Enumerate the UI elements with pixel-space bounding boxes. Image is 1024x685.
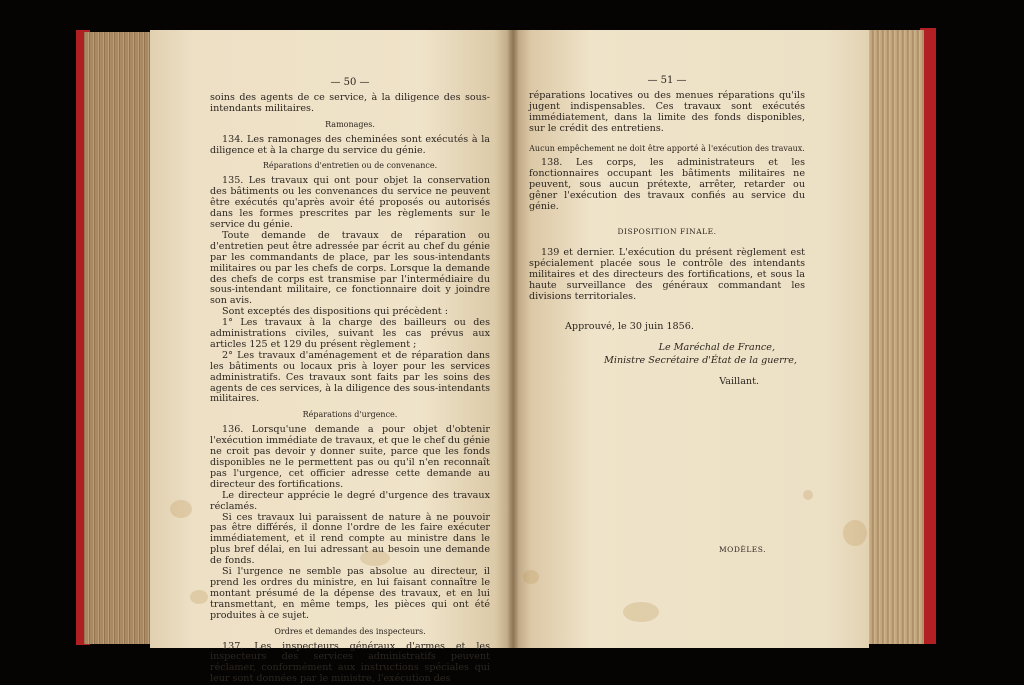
page-number: — 51 — xyxy=(529,76,805,87)
section-heading: Ramonages. xyxy=(210,120,490,131)
paragraph: Si l'urgence ne semble pas absolue au directeur, il prend les ordres du ministre, en lui faisant connaître le montant présumé de la dépense des travaux, et en lui transmettant, en même temps, les pièces qui ont été produites à ce sujet. xyxy=(210,567,490,622)
paragraph: Si ces travaux lui paraissent de nature à ne pouvoir pas être différés, il donne l'ordre de les faire exécuter immédiatement, et il rend compte au ministre dans le plus bref délai, en lui adressant au besoin une demande de fonds. xyxy=(210,513,490,568)
right-page xyxy=(513,30,869,648)
paragraph: 139 et dernier. L'exécution du présent règlement est spécialement placée sous le contrôle des intendants militaires et des directeurs des fortifications, et sous la haute surveillance des généraux commandant les divisions territoriales. xyxy=(529,248,805,303)
section-heading: Réparations d'urgence. xyxy=(210,410,490,421)
section-heading: DISPOSITION FINALE. xyxy=(529,227,805,238)
paragraph: soins des agents de ce service, à la diligence des sous-intendants militaires. xyxy=(210,93,490,115)
section-heading: Aucun empêchement ne doit être apporté à l'exécution des travaux. xyxy=(529,144,805,155)
page-edges-left xyxy=(84,32,154,644)
foxing-stain xyxy=(523,570,539,584)
paragraph: réparations locatives ou des menues réparations qu'ils jugent indispensables. Ces travaux sont exécutés immédiatement, dans la limite des fonds disponibles, sur le crédit des entretiens. xyxy=(529,91,805,135)
paragraph: 137. Les inspecteurs généraux d'armes et les inspecteurs des services administratifs peuvent réclamer, conformément aux instructions spéciales qui leur sont données par le ministre, l'exécution des xyxy=(210,642,490,685)
right-text-column xyxy=(529,76,805,388)
section-heading: Ordres et demandes des inspecteurs. xyxy=(210,627,490,638)
minister-title: Ministre Secrétaire d'État de la guerre, xyxy=(529,356,805,367)
paragraph: Toute demande de travaux de réparation ou d'entretien peut être adressée par écrit au chef du génie par les commandants de place, par les sous-intendants militaires ou par les chefs de corps. Lorsque la demande des chefs de corps est transmise par l'intermédiaire du sous-intendant militaire, ce fonctionnaire doit y joindre son avis. xyxy=(210,231,490,307)
page-footer: MODÈLES. xyxy=(719,545,766,554)
paragraph: Sont exceptés des dispositions qui précèdent : xyxy=(210,307,490,318)
approval-line: Approuvé, le 30 juin 1856. xyxy=(529,322,805,333)
marshal-title: Le Maréchal de France, xyxy=(529,343,805,354)
section-heading: Réparations d'entretien ou de convenance. xyxy=(210,161,490,172)
paragraph: 1° Les travaux à la charge des bailleurs ou des administrations civiles, suivant les cas prévus aux articles 125 et 129 du présent règlement ; xyxy=(210,318,490,351)
foxing-stain xyxy=(190,590,208,604)
paragraph: 135. Les travaux qui ont pour objet la conservation des bâtiments ou les convenances du service ne peuvent être exécutés qu'après avoir été proposés ou autorisés dans les formes prescrites par les règlements sur le service du génie. xyxy=(210,176,490,231)
foxing-stain xyxy=(170,500,192,518)
paragraph: 136. Lorsqu'une demande a pour objet d'obtenir l'exécution immédiate de travaux, et que le chef du génie ne croit pas devoir y donner suite, parce que les fonds disponibles ne le permettent pas ou qu'il n'en reconnaît pas l'urgence, cet officier adresse cette demande au directeur des fortifications. xyxy=(210,425,490,490)
page-number: — 50 — xyxy=(210,78,490,89)
left-page xyxy=(150,30,513,648)
signature-name: Vaillant. xyxy=(529,377,805,388)
paragraph: 2° Les travaux d'aménagement et de réparation dans les bâtiments ou locaux pris à loyer pour les services administratifs. Ces travaux sont faits par les soins des agents de ces services, à la diligence des sous-intendants militaires. xyxy=(210,351,490,406)
paragraph: 138. Les corps, les administrateurs et les fonctionnaires occupant les bâtiments militaires ne peuvent, sous aucun prétexte, arrêter, retarder ou gêner l'exécution des travaux confiés au service du génie. xyxy=(529,158,805,213)
page-edges-right xyxy=(866,30,924,644)
left-text-column xyxy=(210,78,490,685)
foxing-stain xyxy=(803,490,813,500)
paragraph: Le directeur apprécie le degré d'urgence des travaux réclamés. xyxy=(210,491,490,513)
foxing-stain xyxy=(843,520,867,546)
foxing-stain xyxy=(623,602,659,622)
paragraph: 134. Les ramonages des cheminées sont exécutés à la diligence et à la charge du service du génie. xyxy=(210,135,490,157)
book-gutter xyxy=(507,30,519,648)
